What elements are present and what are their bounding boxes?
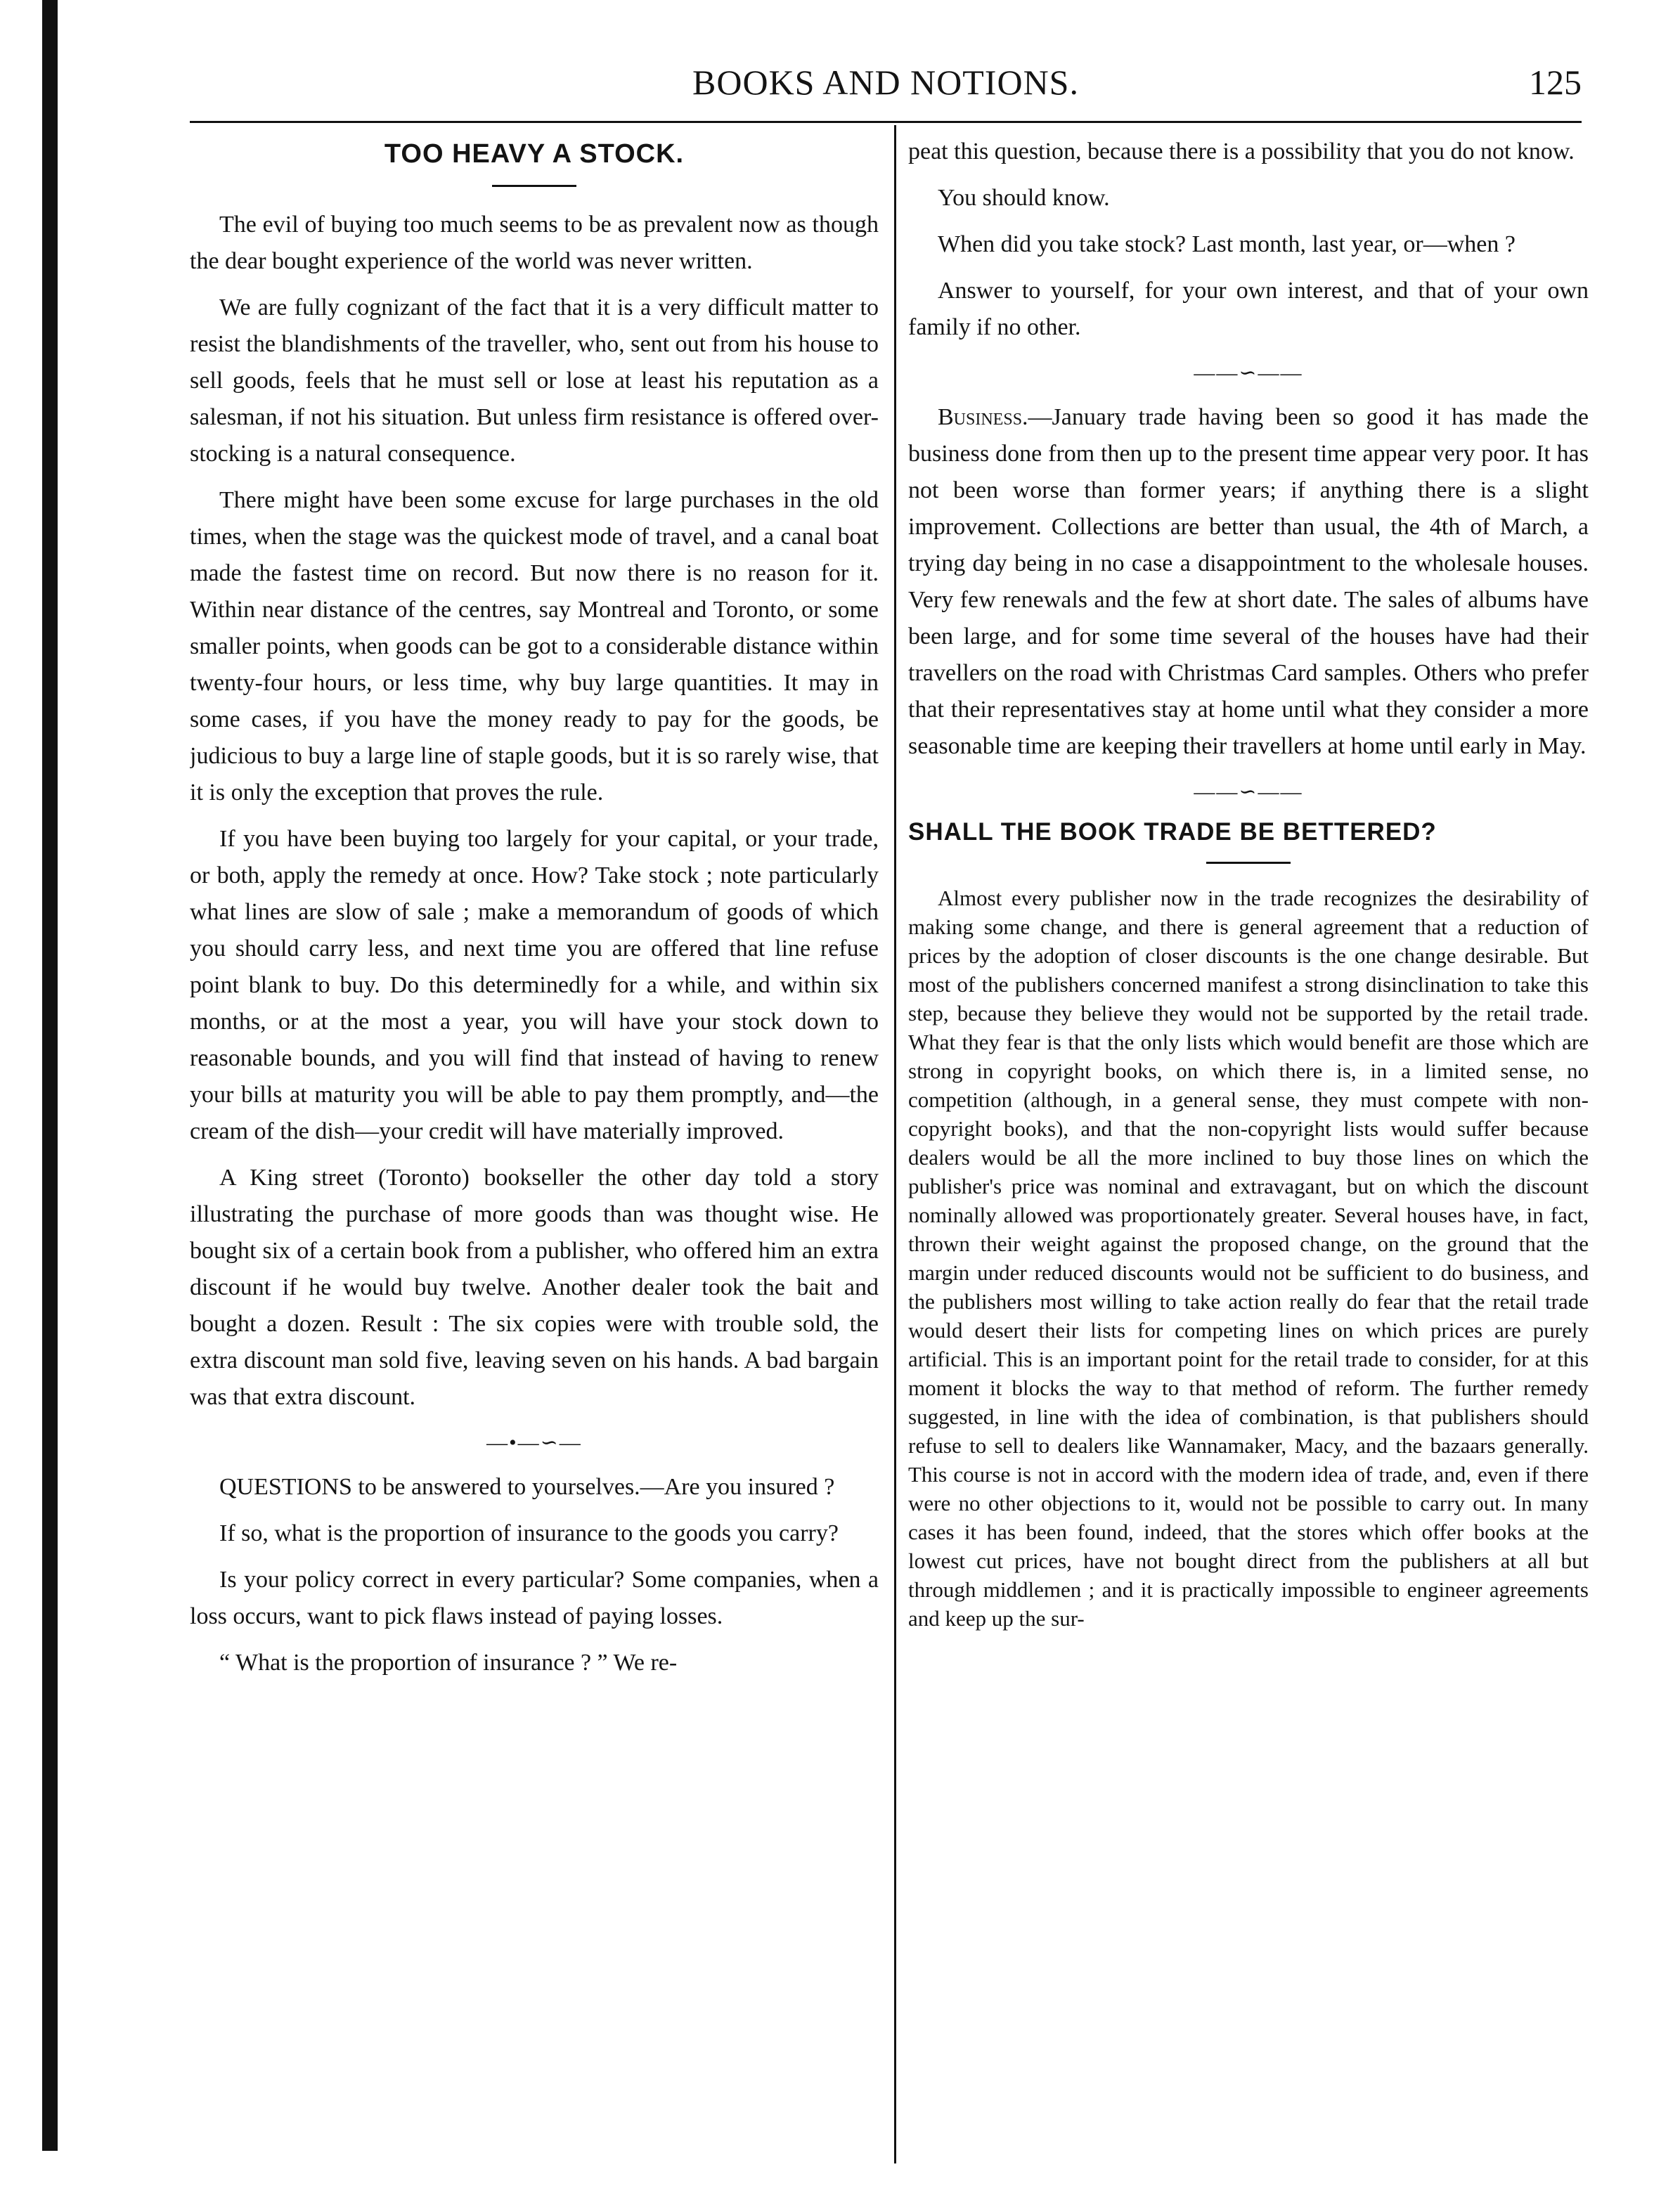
questions-paragraph: Is your policy correct in every particular? Some companies, when a loss occurs, want to pick flaws instead of paying losses. xyxy=(190,1567,879,1629)
continued-paragraph: When did you take stock? Last month, last year, or—when ? xyxy=(938,231,1516,257)
column-divider xyxy=(894,125,896,2163)
article-heading-book-trade: SHALL THE BOOK TRADE BE BETTERED? xyxy=(908,818,1437,846)
page-number: 125 xyxy=(1529,63,1582,102)
continued-paragraph: You should know. xyxy=(938,185,1110,211)
page-header xyxy=(190,62,1582,118)
business-paragraph xyxy=(908,399,1589,765)
book-trade-article xyxy=(908,884,1589,1633)
questions-paragraph: If so, what is the proportion of insurance to the goods you carry? xyxy=(219,1520,839,1546)
questions-lead-rest: to be answered to yourselves.—Are you insured ? xyxy=(351,1474,835,1500)
article-paragraph: The evil of buying too much seems to be as prevalent now as though the dear bought experience of the world was never written. xyxy=(190,212,879,274)
questions-lead-word: QUESTIONS xyxy=(219,1474,352,1500)
left-column xyxy=(190,134,879,2158)
article-paragraph: A King street (Toronto) bookseller the other day told a story illustrating the purchase of more goods than was thought wise. He bought six of a certain book from a publisher, who offered him an extra discount if he would buy twelve. Another dealer took the bait and bought a dozen. Result : The six copies were with trouble sold, the extra discount man sold five, leaving seven on his hands. A bad bargain was that extra discount. xyxy=(190,1165,879,1410)
header-rule xyxy=(190,121,1582,123)
running-title: BOOKS AND NOTIONS. xyxy=(692,63,1079,102)
business-text: —January trade having been so good it has made the business done from then up to the present time appear very poor. It has not been worse than former years; if anything there is a slight improvement. Collections are better than usual, the 4th of March, a trying day being in no case a disappointment to the wholesale houses. Very few renewals and the few at short date. The sales of albums have been large, and for some time several of the houses have had their travellers on the road with Christmas Card samples. Others who prefer that their representatives stay at home until what they consider a more seasonable time are keeping their travellers at home until early in May. xyxy=(908,404,1589,759)
section-ornament: —•—∽— xyxy=(486,1431,582,1454)
heading-rule xyxy=(492,185,576,187)
article-paragraph: Almost every publisher now in the trade recognizes the desirability of making some change, and there is general agreement that a reduction of prices by the adoption of closer discounts is the one change desirable. But most of the publishers concerned manifest a strong disinclination to take this step, because they believe they would not be supported by the retail trade. What they fear is that the only lists which would benefit are those which are strong in copyright books, on which there is, in a limited sense, no competition (although, in a general sense, they must compete with non-copyright books), and that the non-copyright lists would suffer because dealers would be all the more inclined to buy those lines on which the publisher's price was nominal and extravagant, but on which the discount nominally allowed was proportionately greater. Several houses have, in fact, thrown their weight against the proposed change, on the ground that the margin under reduced discounts would not be sufficient to do business, and the publishers most willing to take action really do fear that the retail trade would desert their lists for competing lines on which prices are purely artificial. This is an important point for the retail trade to consider, for at this moment it blocks the way to that method of reform. The further remedy suggested, in line with the idea of combination, is that publishers should refuse to sell to dealers like Wannamaker, Macy, and the bazaars generally. This course is not in accord with the modern idea of trade, and, even if there were no other objections to it, would not be possible to carry out. In many cases it has been found, indeed, that the stores which offer books at the lowest cut prices, have not bought direct from the publishers at all but through middlemen ; and it is practically impossible to engineer agreements and keep up the sur- xyxy=(908,886,1589,1631)
questions-paragraph: “ What is the proportion of insurance ? ” We re- xyxy=(219,1650,678,1676)
article-paragraph: If you have been buying too largely for your capital, or your trade, or both, apply the remedy at once. How? Take stock ; note particularly what lines are slow of sale ; make a memorandum of goods of which you should carry less, and next time you are offered that line refuse point blank to buy. Do this determinedly for a while, and within six months, or at the most a year, you will have your stock down to reasonable bounds, and you will find that instead of having to renew your bills at maturity you will be able to pay them promptly, and—the cream of the dish—your credit will have materially improved. xyxy=(190,826,879,1144)
continued-paragraph: Answer to yourself, for your own interest, and that of your own family if no other. xyxy=(908,278,1589,340)
article-paragraph: There might have been some excuse for large purchases in the old times, when the stage was the quickest mode of travel, and a canal boat made the fastest time on record. But now there is no reason for it. Within near distance of the centres, say Montreal and Toronto, or some smaller points, when goods can be got to a considerable distance within twenty-four hours, or less time, why buy large quantities. It may in some cases, if you have the money ready to pay for the goods, be judicious to buy a large line of staple goods, but it is so rarely wise, that it is only the exception that proves the rule. xyxy=(190,487,879,806)
section-ornament: ——∽—— xyxy=(1194,361,1303,384)
heading-rule xyxy=(1206,862,1291,864)
questions-lead-paragraph xyxy=(190,1469,879,1506)
article-paragraph: We are fully cognizant of the fact that it is a very difficult matter to resist the blandishments of the traveller, who, sent out from his house to sell goods, feels that he must sell or lose at least his reputation as a salesman, if not his situation. But unless firm resistance is offered over-stocking is a natural consequence. xyxy=(190,295,879,467)
business-lead-word: Business. xyxy=(938,404,1028,430)
section-ornament: ——∽—— xyxy=(1194,780,1303,803)
right-column xyxy=(908,134,1589,2158)
page-binding-edge xyxy=(42,0,58,2151)
article-heading-too-heavy-a-stock: TOO HEAVY A STOCK. xyxy=(384,139,685,169)
continued-paragraph: peat this question, because there is a possibility that you do not know. xyxy=(908,138,1575,164)
